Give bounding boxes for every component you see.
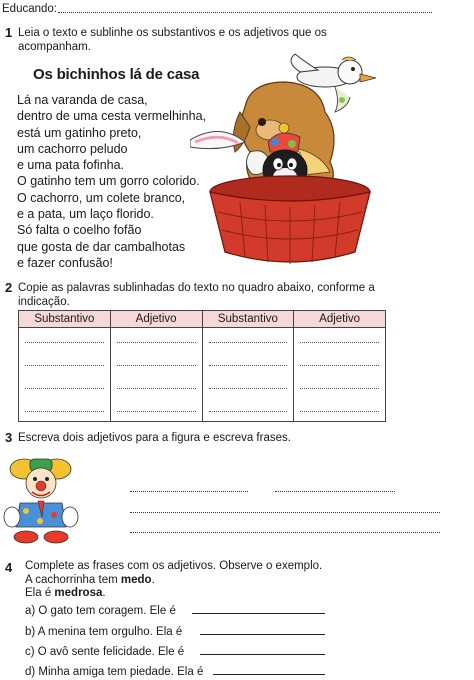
poem-line: que gosta de dar cambalhotas xyxy=(17,239,186,254)
column-header: Substantivo xyxy=(19,311,111,328)
example-punct: . xyxy=(151,574,155,586)
poem-line: O cachorro, um colete branco, xyxy=(17,190,186,205)
poem-line: e a pata, um laço florido. xyxy=(17,207,154,222)
exercise-item-d: d) Minha amiga tem piedade. Ela é xyxy=(25,666,204,678)
poem-line: dentro de uma cesta vermelhinha, xyxy=(17,109,206,124)
q2-instruction: Copie as palavras sublinhadas do texto no quadro abaixo, conforme a indicação. xyxy=(18,282,375,308)
exercise-item-a: a) O gato tem coragem. Ele é xyxy=(25,605,176,617)
adjective-line-2[interactable] xyxy=(275,491,395,492)
poem-line: O gatinho tem um gorro colorido. xyxy=(17,174,200,189)
classification-table xyxy=(18,310,386,422)
answer-cell[interactable] xyxy=(294,328,386,422)
answer-line-c[interactable] xyxy=(200,654,325,655)
adjective-line-1[interactable] xyxy=(130,491,248,492)
q1-number: 1 xyxy=(5,25,13,40)
example-noun: medo xyxy=(120,574,152,586)
answer-line-d[interactable] xyxy=(213,674,325,675)
answer-cell[interactable] xyxy=(110,328,202,422)
example-text: Ela é xyxy=(25,587,55,599)
sentence-line-1[interactable] xyxy=(130,512,440,513)
q3-instruction: Escreva dois adjetivos para a figura e escreva frases. xyxy=(18,432,291,444)
clown-illustration xyxy=(2,455,82,545)
poem-line: Só falta o coelho fofão xyxy=(17,223,142,238)
basket-icon xyxy=(210,176,370,264)
example-sentence-1 xyxy=(25,573,155,587)
student-name-line[interactable] xyxy=(58,12,432,13)
clown-icon xyxy=(4,459,78,543)
poem-line: e fazer confusão! xyxy=(17,255,113,270)
animals-basket-illustration xyxy=(190,52,390,272)
answer-line-a[interactable] xyxy=(192,613,325,614)
poem-line: e uma pata fofinha. xyxy=(17,158,125,173)
q4-instruction: Complete as frases com os adjetivos. Observe o exemplo. xyxy=(25,560,323,572)
column-header: Substantivo xyxy=(202,311,294,328)
poem-title: Os bichinhos lá de casa xyxy=(33,66,200,83)
answer-line-b[interactable] xyxy=(200,634,325,635)
q4-number: 4 xyxy=(5,560,13,575)
sentence-line-2[interactable] xyxy=(130,532,440,533)
student-label: Educando: xyxy=(2,3,57,15)
q2-number: 2 xyxy=(5,280,13,295)
poem-line: está um gatinho preto, xyxy=(17,125,142,140)
exercise-item-c: c) O avô sente felicidade. Ele é xyxy=(25,646,185,658)
poem-line: Lá na varanda de casa, xyxy=(17,93,148,107)
column-header: Adjetivo xyxy=(110,311,202,328)
example-sentence-2 xyxy=(25,586,106,600)
example-text: A cachorrinha tem xyxy=(25,574,121,586)
q3-number: 3 xyxy=(5,430,13,445)
exercise-item-b: b) A menina tem orgulho. Ela é xyxy=(25,626,183,638)
example-punct: . xyxy=(102,587,106,599)
example-adjective: medrosa xyxy=(54,587,103,599)
q1-instruction: Leia o texto e sublinhe os substantivos e os adjetivos que os acompanham. xyxy=(18,27,327,53)
answer-cell[interactable] xyxy=(202,328,294,422)
column-header: Adjetivo xyxy=(294,311,386,328)
answer-cell[interactable] xyxy=(19,328,111,422)
poem-line: um cachorro peludo xyxy=(17,141,128,156)
